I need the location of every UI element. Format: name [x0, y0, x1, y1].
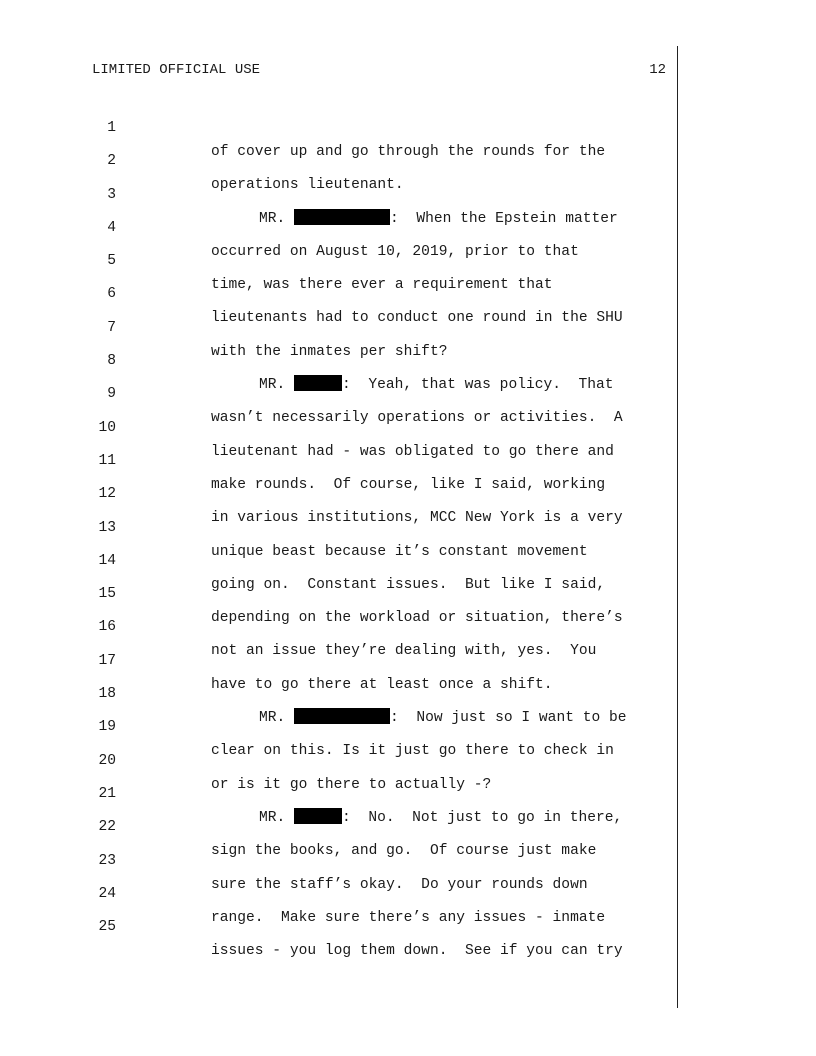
line-number: 7 — [107, 319, 116, 336]
transcript-line — [0, 458, 816, 527]
line-text: clear on this. Is it just go there to check in — [211, 743, 614, 760]
speaker-title: MR. — [259, 377, 286, 394]
header-label: LIMITED OFFICIAL USE — [92, 62, 261, 78]
line-text: operations lieutenant. — [211, 177, 404, 194]
line-number: 14 — [98, 552, 116, 569]
line-number: 4 — [107, 219, 116, 236]
line-text: depending on the workload or situation, there’s — [211, 610, 623, 627]
line-text: going on. Constant issues. But like I said, — [211, 576, 606, 593]
line-text: sure the staff’s okay. Do your rounds down — [211, 876, 588, 893]
line-number: 9 — [107, 386, 116, 403]
line-text: with the inmates per shift? — [211, 343, 448, 360]
page-number: 12 — [649, 62, 666, 78]
line-number: 3 — [107, 186, 116, 203]
line-text: range. Make sure there’s any issues - inmate — [211, 909, 606, 926]
transcript-line — [0, 525, 816, 593]
transcript-body — [0, 92, 816, 960]
speaker-title: MR. — [259, 210, 286, 227]
line-number: 12 — [98, 486, 116, 503]
line-number: 11 — [98, 452, 116, 469]
transcript-line — [0, 725, 816, 793]
line-number: 21 — [98, 785, 116, 802]
line-number: 16 — [98, 619, 116, 636]
transcript-line — [0, 492, 816, 560]
line-text: : No. Not just to go in there, — [342, 809, 623, 826]
line-number: 8 — [107, 353, 116, 370]
transcript-line — [0, 225, 816, 294]
transcript-line — [0, 92, 816, 160]
line-text: sign the books, and go. Of course just make — [211, 843, 597, 860]
line-text: have to go there at least once a shift. — [211, 676, 553, 693]
line-number: 22 — [98, 819, 116, 836]
line-text: make rounds. Of course, like I said, working — [211, 476, 606, 493]
line-text: in various institutions, MCC New York is a very — [211, 510, 623, 527]
line-text: time, was there ever a requirement that — [211, 277, 553, 294]
line-text: not an issue they’re dealing with, yes. You — [211, 643, 597, 660]
line-text: : Yeah, that was policy. That — [342, 377, 614, 394]
transcript-line — [0, 125, 816, 194]
line-number: 19 — [98, 719, 116, 736]
line-number: 23 — [98, 852, 116, 869]
line-number: 10 — [98, 419, 116, 436]
transcript-line — [0, 891, 816, 960]
transcript-line — [0, 758, 816, 826]
transcript-line — [0, 325, 816, 394]
transcript-line — [0, 791, 816, 860]
line-number: 6 — [107, 286, 116, 303]
transcript-line — [0, 858, 816, 926]
line-number: 20 — [98, 752, 116, 769]
transcript-line — [0, 192, 816, 260]
line-number: 15 — [98, 586, 116, 603]
transcript-line — [0, 691, 816, 760]
speaker-title: MR. — [259, 809, 286, 826]
transcript-line — [0, 558, 816, 627]
line-number: 24 — [98, 885, 116, 902]
transcript-line — [0, 392, 816, 460]
line-number: 1 — [107, 120, 116, 136]
transcript-line — [0, 825, 816, 893]
transcript-line — [0, 658, 816, 727]
line-number: 13 — [98, 519, 116, 536]
line-text: of cover up and go through the rounds for the — [211, 144, 606, 160]
line-text: lieutenant had - was obligated to go there and — [211, 443, 614, 460]
transcript-line — [0, 625, 816, 693]
transcript-line — [0, 358, 816, 427]
line-text: : Now just so I want to be — [390, 710, 627, 727]
line-number: 18 — [98, 686, 116, 703]
transcript-line — [0, 258, 816, 327]
transcript-line — [0, 159, 816, 227]
speaker-title: MR. — [259, 710, 286, 727]
line-number: 25 — [98, 919, 116, 936]
line-text: lieutenants had to conduct one round in the SHU — [211, 310, 623, 327]
transcript-line — [0, 591, 816, 660]
line-number: 2 — [107, 153, 116, 170]
line-text: or is it go there to actually -? — [211, 776, 492, 793]
transcript-line — [0, 292, 816, 360]
line-text: wasn’t necessarily operations or activities. A — [211, 410, 623, 427]
line-text: : When the Epstein matter — [390, 210, 618, 227]
line-number: 17 — [98, 652, 116, 669]
line-text: unique beast because it’s constant movement — [211, 543, 588, 560]
transcript-line — [0, 425, 816, 493]
line-number: 5 — [107, 253, 116, 270]
line-text: occurred on August 10, 2019, prior to that — [211, 243, 579, 260]
line-text: issues - you log them down. See if you can try — [211, 943, 623, 960]
